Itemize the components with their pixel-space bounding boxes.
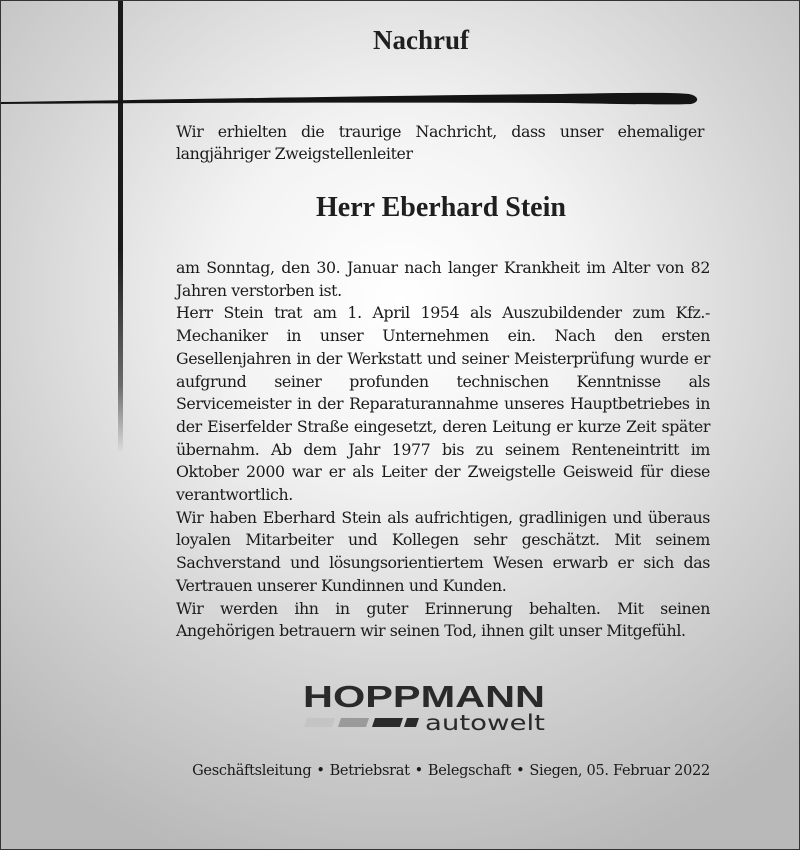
intro-line: Wir erhielten die traurige Nachricht, dass unser ehemaliger <box>176 122 704 141</box>
place-date: Siegen, 05. Februar 2022 <box>529 763 710 779</box>
hoppmann-logo <box>301 677 551 737</box>
logo-brand: HOPPMANN <box>303 679 545 714</box>
obituary-body <box>176 257 710 643</box>
intro-text <box>176 121 704 165</box>
cross-vertical-bar <box>118 1 123 453</box>
deceased-name: Herr Eberhard Stein <box>316 192 566 223</box>
logo-stripe <box>372 718 403 727</box>
intro-line: langjähriger Zweigstellenleiter <box>176 144 413 163</box>
signature-line <box>151 763 751 779</box>
page-title: Nachruf <box>373 25 469 55</box>
body-paragraph: Herr Stein trat am 1. April 1954 als Auszubildender zum Kfz.-Mechaniker in unser Unternehmen ein. Nach den ersten Gesellenjahren in der Werkstatt und seiner Meisterprüfung wurde er aufgrund seiner profunden technischen Kenntnisse als Servicemeister in der Reparaturannahme unseres Hauptbetriebes in der Eiserfelder Straße eingesetzt, deren Leitung er kurze Zeit später übernahm. Ab dem Jahr 1977 bis zu seinem Renteneintritt im Oktober 2000 war er als Leiter der Zweigstelle Geisweid für diese verantwortlich. <box>176 303 710 505</box>
separator-dot: • <box>316 763 325 779</box>
logo-stripe <box>338 718 369 727</box>
separator-dot: • <box>516 763 525 779</box>
signatory: Geschäftsleitung <box>192 763 312 779</box>
separator-dot: • <box>414 763 423 779</box>
signatory: Betriebsrat <box>329 763 410 779</box>
cross-horizontal-bar <box>1 87 701 111</box>
body-paragraph: am Sonntag, den 30. Januar nach langer Krankheit im Alter von 82 Jahren verstorben ist. <box>176 258 710 300</box>
logo-stripe <box>304 718 335 727</box>
signatory: Belegschaft <box>427 763 512 779</box>
logo-stripe <box>404 718 419 727</box>
body-paragraph: Wir haben Eberhard Stein als aufrichtigen, gradlinigen und überaus loyalen Mitarbeiter und Kollegen sehr geschätzt. Mit seinem Sachverstand und lösungsorientiertem Wesen erwarb er sich das Vertrauen unserer Kundinnen und Kunden. <box>176 507 710 595</box>
logo-subtitle: autowelt <box>425 711 545 735</box>
body-paragraph: Wir werden ihn in guter Erinnerung behalten. Mit seinen Angehörigen betrauern wir seinen Tod, ihnen gilt unser Mitgefühl. <box>176 598 710 641</box>
